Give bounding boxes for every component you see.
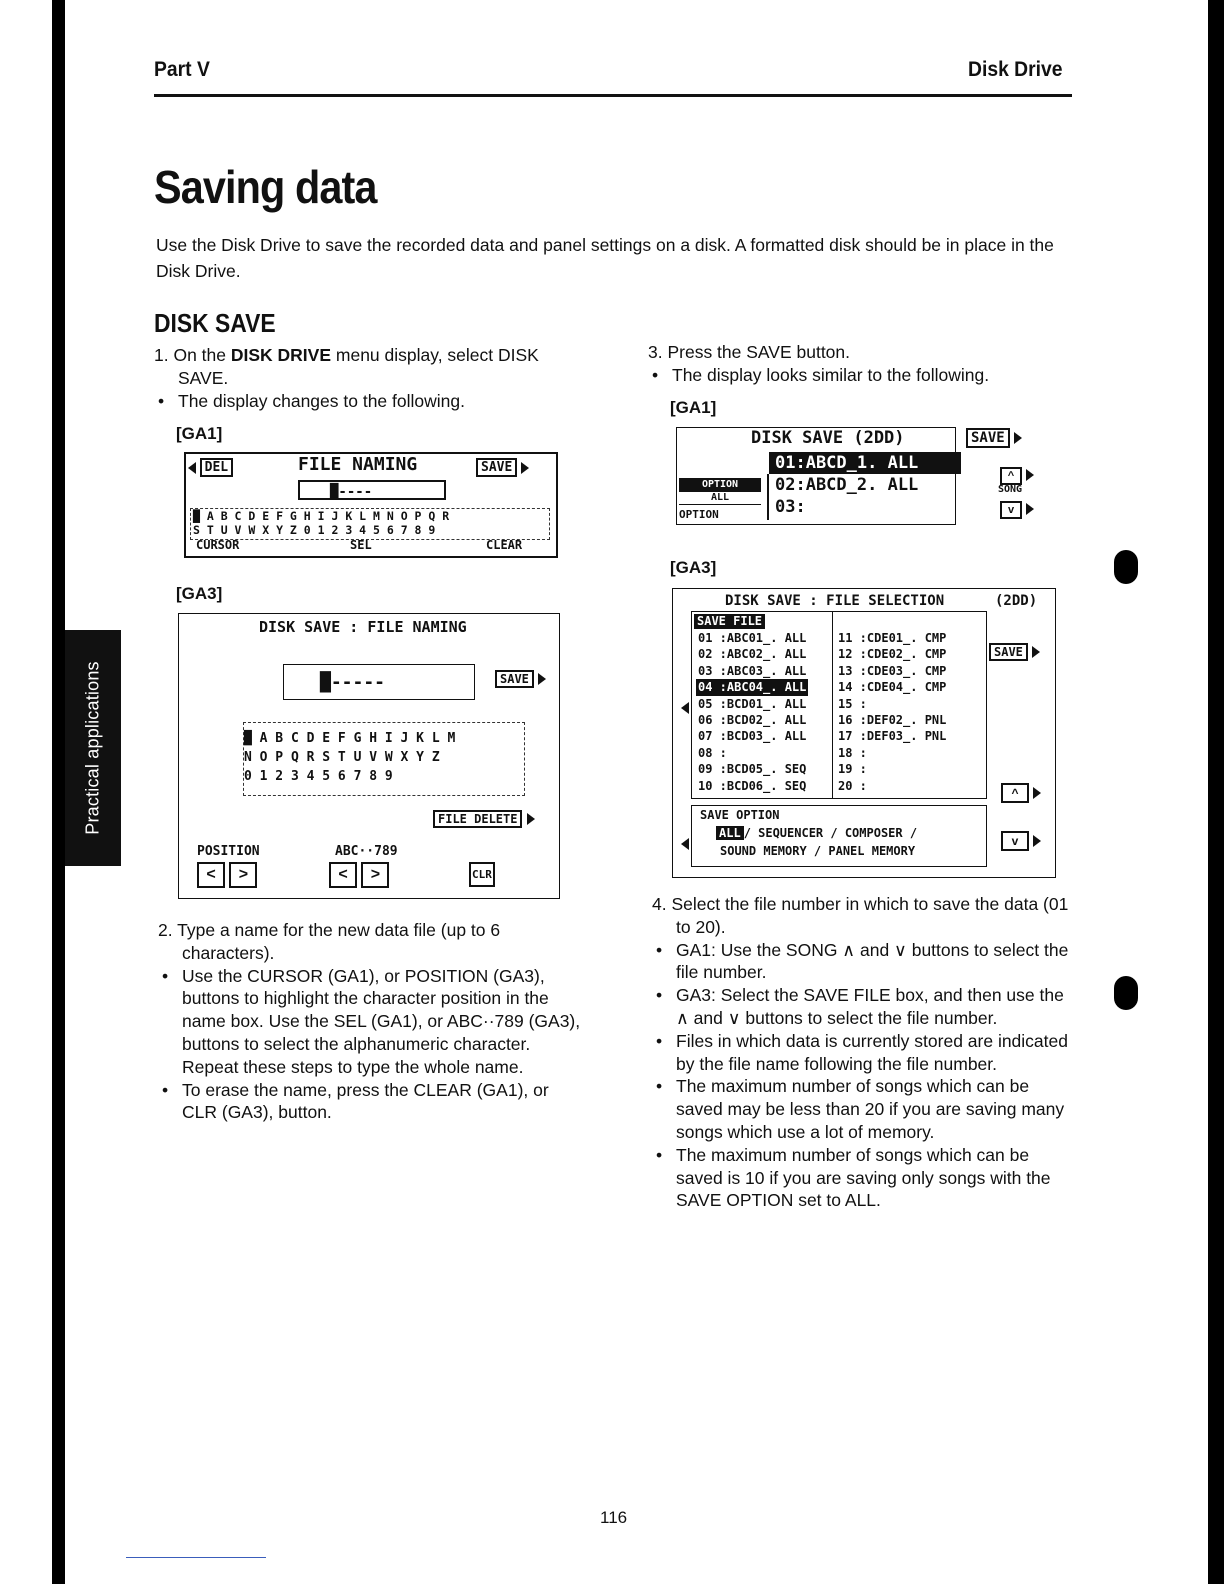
header-rule bbox=[154, 94, 1072, 97]
save-file-box[interactable] bbox=[691, 611, 987, 799]
file-row-selected[interactable]: 01:ABCD_1. ALL bbox=[769, 452, 961, 474]
option-label: OPTION bbox=[679, 508, 719, 521]
abc-up-button[interactable]: > bbox=[361, 862, 389, 888]
right-column-top bbox=[648, 341, 1078, 387]
right-page-border bbox=[1208, 0, 1224, 1584]
save-option-box[interactable] bbox=[691, 805, 987, 867]
up-control[interactable] bbox=[1001, 783, 1041, 803]
step-4-bullet-1: • GA1: Use the SONG ∧ and ∨ buttons to select the file number. bbox=[652, 939, 1080, 985]
file-row[interactable]: 09 :BCD05_. SEQ bbox=[698, 762, 807, 777]
file-row[interactable]: 14 :CDE04_. CMP bbox=[838, 680, 947, 695]
file-row[interactable]: 13 :CDE03_. CMP bbox=[838, 663, 947, 678]
right-arrow-icon bbox=[1032, 646, 1040, 658]
clr-button[interactable]: CLR bbox=[469, 862, 495, 887]
step-3: 3. Press the SAVE button. bbox=[648, 342, 851, 362]
down-button[interactable]: v bbox=[1001, 831, 1029, 851]
ga1-label-right: [GA1] bbox=[670, 398, 717, 417]
save-option-title: SAVE OPTION bbox=[700, 808, 780, 822]
left-file-list bbox=[698, 630, 808, 794]
down-control[interactable] bbox=[1001, 831, 1041, 851]
page-title: Saving data bbox=[154, 161, 377, 213]
file-row[interactable]: 11 :CDE01_. CMP bbox=[838, 631, 947, 645]
left-arrow-icon bbox=[188, 462, 196, 474]
abc-down-button[interactable]: < bbox=[329, 862, 357, 888]
sel-button[interactable]: SEL bbox=[350, 538, 372, 552]
char-grid bbox=[190, 508, 550, 540]
option-value: ALL bbox=[679, 492, 761, 505]
header-section: Disk Drive bbox=[968, 58, 1063, 81]
left-arrow-icon bbox=[681, 702, 689, 714]
left-arrow-icon bbox=[681, 838, 689, 850]
file-row[interactable]: 19 : bbox=[838, 762, 867, 777]
file-row[interactable]: 01 :ABC01_. ALL bbox=[698, 631, 807, 645]
step-4-bullet-5: • The maximum number of songs which can be saved is 10 if you are saving only songs with the SAVE OPTION set to ALL. bbox=[652, 1144, 1080, 1212]
file-row[interactable]: 02:ABCD_2. ALL bbox=[775, 475, 919, 495]
save-option-line-1 bbox=[716, 826, 917, 840]
right-arrow-icon bbox=[1026, 469, 1034, 481]
name-input[interactable]: █----- bbox=[283, 664, 475, 700]
save-control[interactable] bbox=[495, 670, 546, 688]
step-1-bullet: • The display changes to the following. bbox=[154, 390, 586, 413]
ga3-label-left: [GA3] bbox=[176, 584, 223, 603]
del-control[interactable] bbox=[188, 458, 233, 477]
right-arrow-icon bbox=[527, 813, 535, 825]
option-all[interactable]: ALL bbox=[716, 826, 744, 840]
abc789-label: ABC··789 bbox=[335, 844, 398, 859]
save-file-label: SAVE FILE bbox=[694, 614, 765, 629]
lcd-ga3-file-naming bbox=[178, 613, 560, 899]
file-row[interactable]: 10 :BCD06_. SEQ bbox=[698, 778, 807, 793]
cursor-button[interactable]: CURSOR bbox=[196, 538, 240, 552]
file-row[interactable]: 07 :BCD03_. ALL bbox=[698, 729, 807, 744]
clear-button[interactable]: CLEAR bbox=[486, 538, 523, 552]
file-delete-control[interactable] bbox=[433, 810, 535, 828]
right-arrow-icon bbox=[538, 673, 546, 685]
step-3-bullet: • The display looks similar to the following. bbox=[648, 364, 1078, 387]
save-control-ga1[interactable] bbox=[966, 428, 1022, 448]
right-arrow-icon bbox=[1026, 503, 1034, 515]
save-button[interactable]: SAVE bbox=[495, 670, 534, 688]
page-number: 116 bbox=[600, 1508, 628, 1527]
right-arrow-icon bbox=[521, 462, 529, 474]
step-4-bullet-3: • Files in which data is currently stored are indicated by the file name following the file number. bbox=[652, 1030, 1080, 1076]
file-delete-button[interactable]: FILE DELETE bbox=[433, 810, 522, 828]
step-4-bullet-2: • GA3: Select the SAVE FILE box, and then use the ∧ and ∨ buttons to select the file number. bbox=[652, 984, 1080, 1030]
position-buttons bbox=[197, 862, 257, 888]
save-button[interactable]: SAVE bbox=[476, 458, 517, 477]
lcd-ga3-file-selection bbox=[672, 588, 1056, 878]
left-arrow-indicator bbox=[681, 699, 689, 717]
file-row[interactable]: 05 :BCD01_. ALL bbox=[698, 696, 807, 711]
disk-type: (2DD) bbox=[995, 593, 1038, 609]
right-arrow-icon bbox=[1033, 787, 1041, 799]
lcd-ga1-file-naming bbox=[184, 452, 558, 558]
scan-artifact-line bbox=[126, 1557, 266, 1558]
char-row-2[interactable]: N O P Q R S T U V W X Y Z bbox=[244, 750, 440, 765]
left-column-bottom bbox=[158, 919, 586, 1124]
lcd-title: DISK SAVE : FILE NAMING bbox=[259, 618, 467, 636]
option-box[interactable]: OPTION bbox=[679, 478, 761, 492]
char-row-1[interactable]: █ A B C D E F G H I J K L M N O P Q R bbox=[193, 509, 450, 523]
left-arrow-indicator-2 bbox=[681, 835, 689, 853]
binding-hole-mark bbox=[1114, 976, 1138, 1010]
option-line-1-text: / SEQUENCER / COMPOSER / bbox=[743, 826, 918, 840]
save-control-ga3[interactable] bbox=[989, 643, 1040, 661]
left-column-top bbox=[154, 344, 586, 412]
save-control[interactable] bbox=[476, 458, 529, 477]
char-row-2[interactable]: S T U V W X Y Z 0 1 2 3 4 5 6 7 8 9 bbox=[193, 523, 436, 537]
save-option-line-2: SOUND MEMORY / PANEL MEMORY bbox=[720, 844, 916, 858]
abc789-buttons bbox=[329, 862, 389, 888]
ga1-label-left: [GA1] bbox=[176, 424, 223, 443]
right-arrow-icon bbox=[1033, 835, 1041, 847]
file-row[interactable]: 16 :DEF02_. PNL bbox=[838, 713, 947, 728]
file-row[interactable]: 17 :DEF03_. PNL bbox=[838, 729, 947, 744]
binding-hole-mark bbox=[1114, 550, 1138, 584]
file-row[interactable]: 06 :BCD02_. ALL bbox=[698, 713, 807, 728]
lcd-title: DISK SAVE (2DD) bbox=[751, 428, 905, 448]
file-row[interactable]: 03: bbox=[775, 497, 806, 517]
file-row[interactable]: 02 :ABC02_. ALL bbox=[698, 647, 807, 662]
header-part: Part V bbox=[154, 58, 210, 81]
song-up-button[interactable]: ^ bbox=[1000, 467, 1022, 485]
right-column-bottom bbox=[652, 893, 1080, 1212]
char-grid bbox=[243, 722, 525, 796]
side-tab bbox=[65, 630, 121, 866]
file-row[interactable]: 20 : bbox=[838, 778, 867, 793]
step-1: 1. On the DISK DRIVE menu display, select DISK SAVE. bbox=[154, 345, 539, 388]
song-down-control[interactable] bbox=[1000, 500, 1034, 519]
position-left-button[interactable]: < bbox=[197, 862, 225, 888]
right-arrow-icon bbox=[1014, 432, 1022, 444]
lcd-title: FILE NAMING bbox=[298, 454, 418, 475]
song-label: SONG bbox=[998, 484, 1023, 495]
position-label: POSITION bbox=[197, 844, 260, 859]
side-tab-label: Practical applications bbox=[82, 661, 103, 835]
step-2: 2. Type a name for the new data file (up to 6 characters). bbox=[158, 920, 501, 963]
right-file-list bbox=[838, 630, 946, 794]
del-button[interactable]: DEL bbox=[200, 458, 233, 477]
intro-paragraph: Use the Disk Drive to save the recorded data and panel settings on a disk. A formatted disk should be in place in the Disk Drive. bbox=[156, 235, 1054, 281]
file-row[interactable]: 12 :CDE02_. CMP bbox=[838, 647, 947, 662]
lcd-ga1-disk-save bbox=[676, 427, 956, 525]
step-4-bullet-4: • The maximum number of songs which can be saved may be less than 20 if you are saving many songs which use a lot of memory. bbox=[652, 1075, 1080, 1143]
save-button[interactable]: SAVE bbox=[989, 643, 1028, 661]
file-row[interactable]: 18 : bbox=[838, 745, 867, 760]
file-row[interactable]: 04 :ABC04_. ALL bbox=[698, 680, 807, 695]
left-page-border bbox=[52, 0, 65, 1584]
file-list bbox=[767, 474, 961, 520]
file-row[interactable]: 08 : bbox=[698, 745, 727, 760]
column-divider bbox=[832, 612, 833, 798]
position-right-button[interactable]: > bbox=[229, 862, 257, 888]
step-2-bullet-1: • Use the CURSOR (GA1), or POSITION (GA3), buttons to highlight the character position in the name box. Use the SEL (GA1), or ABC··789 (GA3), buttons to select the alphanumeric character. Repeat these steps to type the whole name. bbox=[158, 965, 586, 1079]
char-row-1[interactable]: █ A B C D E F G H I J K L M bbox=[244, 731, 456, 746]
song-up-control[interactable] bbox=[1000, 466, 1034, 485]
up-button[interactable]: ^ bbox=[1001, 783, 1029, 803]
song-down-button[interactable]: v bbox=[1000, 501, 1022, 519]
step-4: 4. Select the file number in which to save the data (01 to 20). bbox=[652, 894, 1069, 937]
step-2-bullet-2: • To erase the name, press the CLEAR (GA1), or CLR (GA3), button. bbox=[158, 1079, 586, 1125]
lcd-title: DISK SAVE : FILE SELECTION bbox=[725, 593, 945, 609]
section-title: DISK SAVE bbox=[154, 308, 276, 338]
save-button[interactable]: SAVE bbox=[966, 428, 1010, 448]
file-row[interactable]: 15 : bbox=[838, 696, 867, 711]
char-row-3[interactable]: 0 1 2 3 4 5 6 7 8 9 bbox=[244, 769, 393, 784]
ga3-label-right: [GA3] bbox=[670, 558, 717, 577]
file-row[interactable]: 03 :ABC03_. ALL bbox=[698, 663, 807, 678]
name-input[interactable]: █---- bbox=[298, 480, 446, 500]
